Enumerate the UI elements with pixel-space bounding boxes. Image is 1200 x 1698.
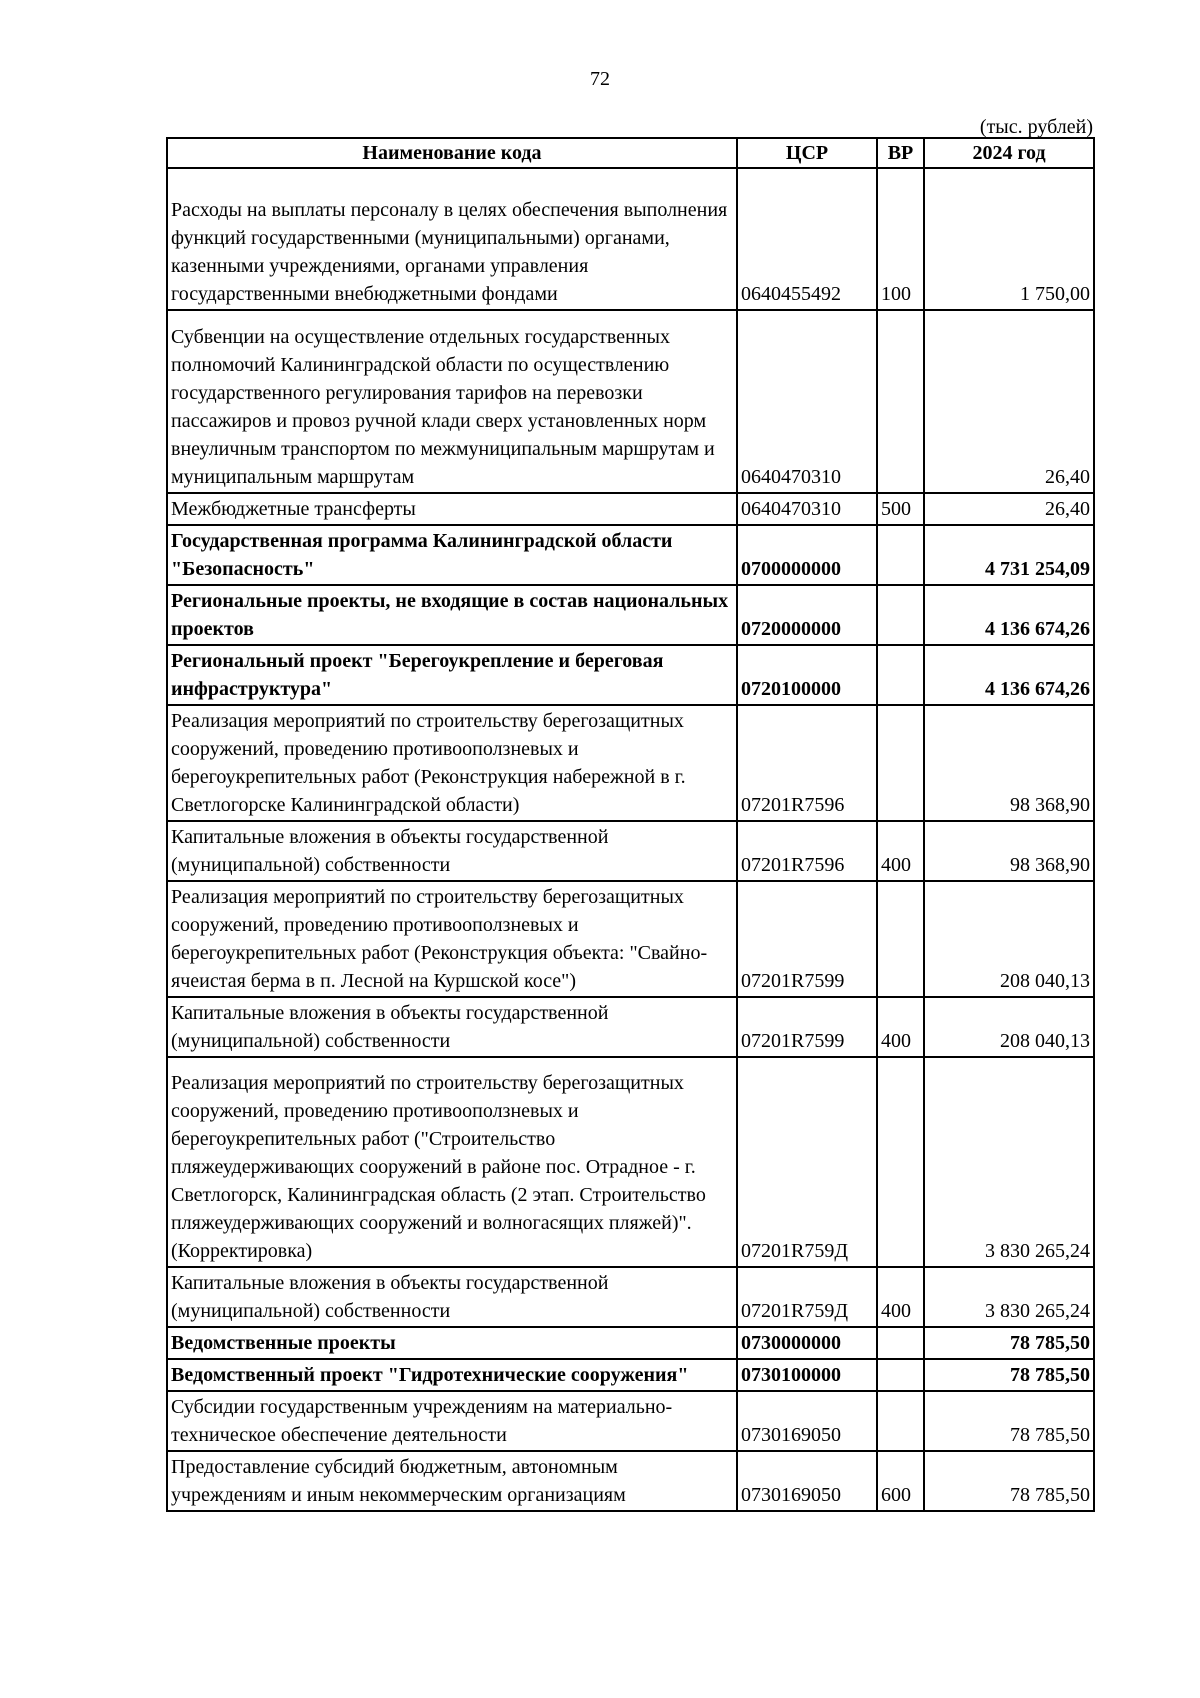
row-vr bbox=[877, 1359, 924, 1391]
row-vr: 600 bbox=[877, 1451, 924, 1511]
row-name: Региональный проект "Берегоукрепление и береговая инфраструктура" bbox=[167, 645, 737, 705]
row-vr bbox=[877, 310, 924, 493]
table-row bbox=[167, 1327, 1094, 1359]
header-csr: ЦСР bbox=[737, 138, 877, 168]
table-row bbox=[167, 1391, 1094, 1451]
row-csr: 07201R759Д bbox=[737, 1057, 877, 1267]
row-csr: 0720100000 bbox=[737, 645, 877, 705]
table-header-row bbox=[167, 138, 1094, 168]
row-csr: 0730000000 bbox=[737, 1327, 877, 1359]
header-vr: ВР bbox=[877, 138, 924, 168]
budget-table bbox=[166, 137, 1095, 1512]
row-csr: 0640455492 bbox=[737, 168, 877, 310]
row-vr bbox=[877, 645, 924, 705]
table-row bbox=[167, 645, 1094, 705]
row-csr: 0730100000 bbox=[737, 1359, 877, 1391]
row-amount: 4 136 674,26 bbox=[924, 645, 1094, 705]
row-csr: 0640470310 bbox=[737, 493, 877, 525]
row-name: Межбюджетные трансферты bbox=[167, 493, 737, 525]
row-vr bbox=[877, 1327, 924, 1359]
row-amount: 26,40 bbox=[924, 493, 1094, 525]
table-row bbox=[167, 705, 1094, 821]
row-csr: 07201R7596 bbox=[737, 705, 877, 821]
row-csr: 0730169050 bbox=[737, 1391, 877, 1451]
header-year: 2024 год bbox=[924, 138, 1094, 168]
row-vr bbox=[877, 705, 924, 821]
table-row bbox=[167, 1057, 1094, 1267]
row-name: Капитальные вложения в объекты государственной (муниципальной) собственности bbox=[167, 1267, 737, 1327]
row-csr: 0700000000 bbox=[737, 525, 877, 585]
row-csr: 07201R7596 bbox=[737, 821, 877, 881]
row-amount: 1 750,00 bbox=[924, 168, 1094, 310]
row-amount: 4 731 254,09 bbox=[924, 525, 1094, 585]
row-amount: 3 830 265,24 bbox=[924, 1057, 1094, 1267]
table-row bbox=[167, 1359, 1094, 1391]
table-row bbox=[167, 525, 1094, 585]
table-row bbox=[167, 821, 1094, 881]
table-row bbox=[167, 168, 1094, 310]
row-name: Ведомственные проекты bbox=[167, 1327, 737, 1359]
table-row bbox=[167, 1267, 1094, 1327]
page-number: 72 bbox=[590, 68, 610, 90]
row-csr: 0720000000 bbox=[737, 585, 877, 645]
row-vr bbox=[877, 1057, 924, 1267]
row-csr: 0640470310 bbox=[737, 310, 877, 493]
row-csr: 07201R7599 bbox=[737, 881, 877, 997]
row-amount: 208 040,13 bbox=[924, 997, 1094, 1057]
row-amount: 208 040,13 bbox=[924, 881, 1094, 997]
row-name: Государственная программа Калининградской области "Безопасность" bbox=[167, 525, 737, 585]
row-amount: 78 785,50 bbox=[924, 1359, 1094, 1391]
row-amount: 78 785,50 bbox=[924, 1327, 1094, 1359]
table-row bbox=[167, 310, 1094, 493]
row-amount: 98 368,90 bbox=[924, 821, 1094, 881]
row-vr bbox=[877, 881, 924, 997]
row-name: Субсидии государственным учреждениям на материально-техническое обеспечение деятельности bbox=[167, 1391, 737, 1451]
row-name: Реализация мероприятий по строительству берегозащитных сооружений, проведению противооползневых и берегоукрепительных работ ("Строительство пляжеудерживающих сооружений в районе пос. Отрадное - г. Светлогорск, Калининградская область (2 этап. Строительство пляжеудерживающих сооружений и волногасящих пляжей)". (Корректировка) bbox=[167, 1057, 737, 1267]
row-vr: 100 bbox=[877, 168, 924, 310]
row-csr: 07201R7599 bbox=[737, 997, 877, 1057]
row-vr bbox=[877, 1391, 924, 1451]
row-amount: 78 785,50 bbox=[924, 1451, 1094, 1511]
row-vr: 400 bbox=[877, 1267, 924, 1327]
table-row bbox=[167, 881, 1094, 997]
row-amount: 4 136 674,26 bbox=[924, 585, 1094, 645]
row-name: Ведомственный проект "Гидротехнические сооружения" bbox=[167, 1359, 737, 1391]
table-row bbox=[167, 997, 1094, 1057]
row-name: Расходы на выплаты персоналу в целях обеспечения выполнения функций государственными (муниципальными) органами, казенными учреждениями, органами управления государственными внебюджетными фондами bbox=[167, 168, 737, 310]
row-vr bbox=[877, 525, 924, 585]
row-name: Капитальные вложения в объекты государственной (муниципальной) собственности bbox=[167, 997, 737, 1057]
header-name: Наименование кода bbox=[167, 138, 737, 168]
row-name: Реализация мероприятий по строительству берегозащитных сооружений, проведению противооползневых и берегоукрепительных работ (Реконструкция объекта: "Свайно-ячеистая берма в п. Лесной на Куршской косе") bbox=[167, 881, 737, 997]
row-amount: 98 368,90 bbox=[924, 705, 1094, 821]
row-name: Реализация мероприятий по строительству берегозащитных сооружений, проведению противооползневых и берегоукрепительных работ (Реконструкция набережной в г. Светлогорске Калининградской области) bbox=[167, 705, 737, 821]
row-name: Предоставление субсидий бюджетным, автономным учреждениям и иным некоммерческим организациям bbox=[167, 1451, 737, 1511]
row-vr: 400 bbox=[877, 997, 924, 1057]
table-row bbox=[167, 493, 1094, 525]
row-csr: 0730169050 bbox=[737, 1451, 877, 1511]
row-name: Региональные проекты, не входящие в состав национальных проектов bbox=[167, 585, 737, 645]
units-label: (тыс. рублей) bbox=[979, 116, 1093, 138]
row-amount: 78 785,50 bbox=[924, 1391, 1094, 1451]
row-vr bbox=[877, 585, 924, 645]
table-row bbox=[167, 585, 1094, 645]
row-csr: 07201R759Д bbox=[737, 1267, 877, 1327]
row-vr: 500 bbox=[877, 493, 924, 525]
row-amount: 3 830 265,24 bbox=[924, 1267, 1094, 1327]
table-row bbox=[167, 1451, 1094, 1511]
row-amount: 26,40 bbox=[924, 310, 1094, 493]
row-name: Капитальные вложения в объекты государственной (муниципальной) собственности bbox=[167, 821, 737, 881]
row-vr: 400 bbox=[877, 821, 924, 881]
row-name: Субвенции на осуществление отдельных государственных полномочий Калининградской области по осуществлению государственного регулирования тарифов на перевозки пассажиров и провоз ручной клади сверх установленных норм внеуличным транспортом по межмуниципальным маршрутам и муниципальным маршрутам bbox=[167, 310, 737, 493]
